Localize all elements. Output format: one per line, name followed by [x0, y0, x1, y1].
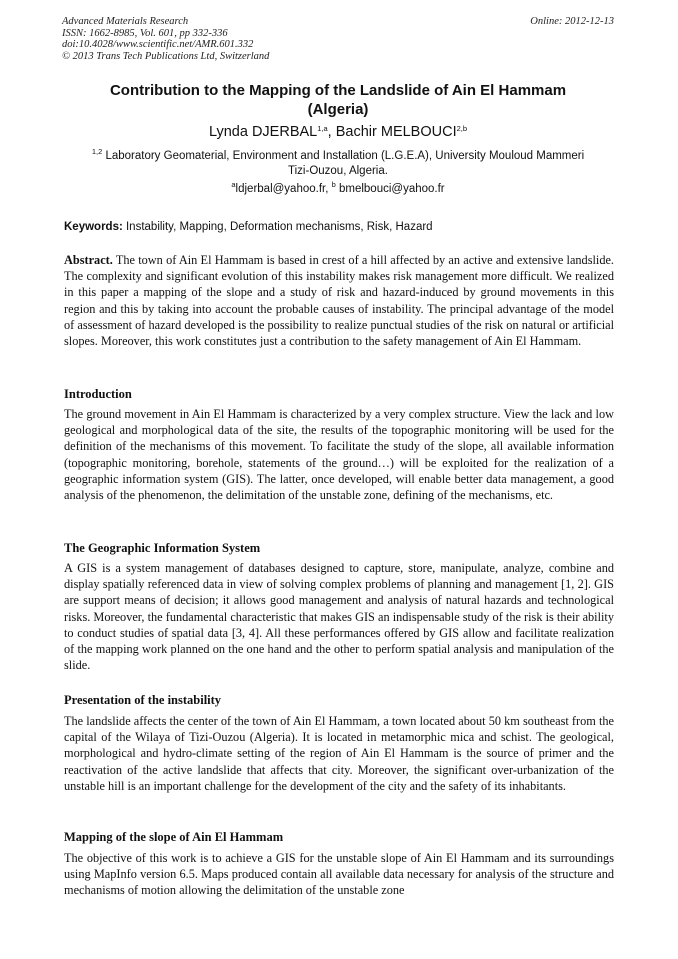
- email-link[interactable]: ldjerbal@yahoo.fr,: [235, 183, 332, 195]
- journal-header: [62, 16, 269, 62]
- section-heading: Mapping of the slope of Ain El Hammam: [64, 830, 284, 844]
- author-affil-mark: 2,b: [456, 124, 468, 133]
- paper-title: [62, 81, 614, 119]
- email-mark: b: [331, 180, 336, 189]
- author-affil-mark: 1,a: [317, 124, 328, 133]
- author-emails: [62, 182, 614, 197]
- journal-name: Advanced Materials Research: [62, 16, 189, 27]
- abstract-text: The town of Ain El Hammam is based in crest of a hill affected by an active and extensive landslide. The complexity and significant evolution of this instability makes risk management more difficult. We realized in this paper a mapping of the slope and a study of risk and hazard-induced by ground movements in this region and this by taking into account the probable causes of instability. The principal advantage of the model of assessment of hazard developed is the possibility to realize punctual studies of the risk on natural or artificial slopes. Moreover, this work constitutes just a contribution to the safety management of Ain El Hammam.: [64, 253, 614, 349]
- section-paragraph: The landslide affects the center of the town of Ain El Hammam, a town located about 50 km southeast from the capital of the Wilaya of Tizi-Ouzou (Algeria). It is located in metamorphic mica and schist. The geological, morphological and hydro-climate setting of the region of Ain El Hammam is the source of primer and the reactivation of the active landslide that affects that city. Moreover, the significant over-urbanization of the unstable hill is an important challenge for the development of the city and the safety of its inhabitants.: [64, 714, 614, 793]
- issn-line: ISSN: 1662-8985, Vol. 601, pp 332-336: [62, 27, 228, 39]
- section-heading: The Geographic Information System: [64, 541, 261, 555]
- author-name: Bachir MELBOUCI: [335, 124, 457, 140]
- affil-mark: 1,2: [91, 147, 103, 156]
- title-line-1: Contribution to the Mapping of the Landslide of Ain El Hammam: [109, 82, 567, 99]
- affil-line-2: Tizi-Ouzou, Algeria.: [288, 165, 388, 177]
- abstract: [64, 252, 614, 349]
- abstract-label: Abstract.: [64, 253, 113, 267]
- section-paragraph: The ground movement in Ain El Hammam is characterized by a very complex structure. View the lack and low geological and morphological data of the site, the results of the topographic monitoring will be used for the definition of the mechanisms of this movement. To facilitate the study of the slope, all available information (topographic monitoring, borehole, statements of the ground…) will be exploited for the realization of a geographic information system (GIS). The latter, once developed, will enable better data management, a good analysis of the phenomenon, the delimitation of the unstable zone, defining of the mechanisms, etc.: [64, 407, 614, 503]
- section-heading: Introduction: [64, 387, 132, 401]
- title-line-2: (Algeria): [307, 101, 369, 118]
- keywords: [64, 220, 614, 235]
- affiliation: [62, 149, 614, 179]
- email-mark: a: [231, 180, 236, 189]
- section-paragraph: The objective of this work is to achieve a GIS for the unstable slope of Ain El Hammam and its surroundings using MapInfo version 6.5. Maps produced contain all available data necessary for analysis of the structure and mechanisms of motion allowing the delimitation of the unstable zone: [64, 851, 614, 898]
- author-separator: ,: [327, 124, 336, 140]
- author-name: Lynda DJERBAL: [208, 124, 318, 140]
- keywords-label: Keywords:: [64, 221, 123, 233]
- section-heading: Presentation of the instability: [64, 693, 222, 707]
- keywords-text: Instability, Mapping, Deformation mechanisms, Risk, Hazard: [122, 221, 433, 233]
- copyright-line: © 2013 Trans Tech Publications Ltd, Switzerland: [62, 50, 270, 62]
- section-paragraph: A GIS is a system management of databases designed to capture, store, manipulate, analyze, combine and display spatially referenced data in view of solving complex problems of planning and management [1, 2]. GIS are support means of decision; it allows good management and analysis of natural hazards and technological risks. Moreover, the fundamental characteristic that makes GIS an indispensable study of the risk is their ability to conduct studies of spatial data [3, 4]. All these performances offered by GIS allow and facilitate realization of the mapping work planned on the one hand and the other to perform spatial analysis and manipulation of the slide.: [64, 561, 614, 673]
- doi-line: doi:10.4028/www.scientific.net/AMR.601.332: [62, 39, 254, 51]
- affil-line-1: Laboratory Geomaterial, Environment and Installation (L.G.E.A), University Mouloud Mammeri: [102, 150, 585, 162]
- online-date: Online: 2012-12-13: [530, 16, 614, 27]
- email-link[interactable]: bmelbouci@yahoo.fr: [335, 183, 445, 195]
- author-list: [62, 123, 614, 141]
